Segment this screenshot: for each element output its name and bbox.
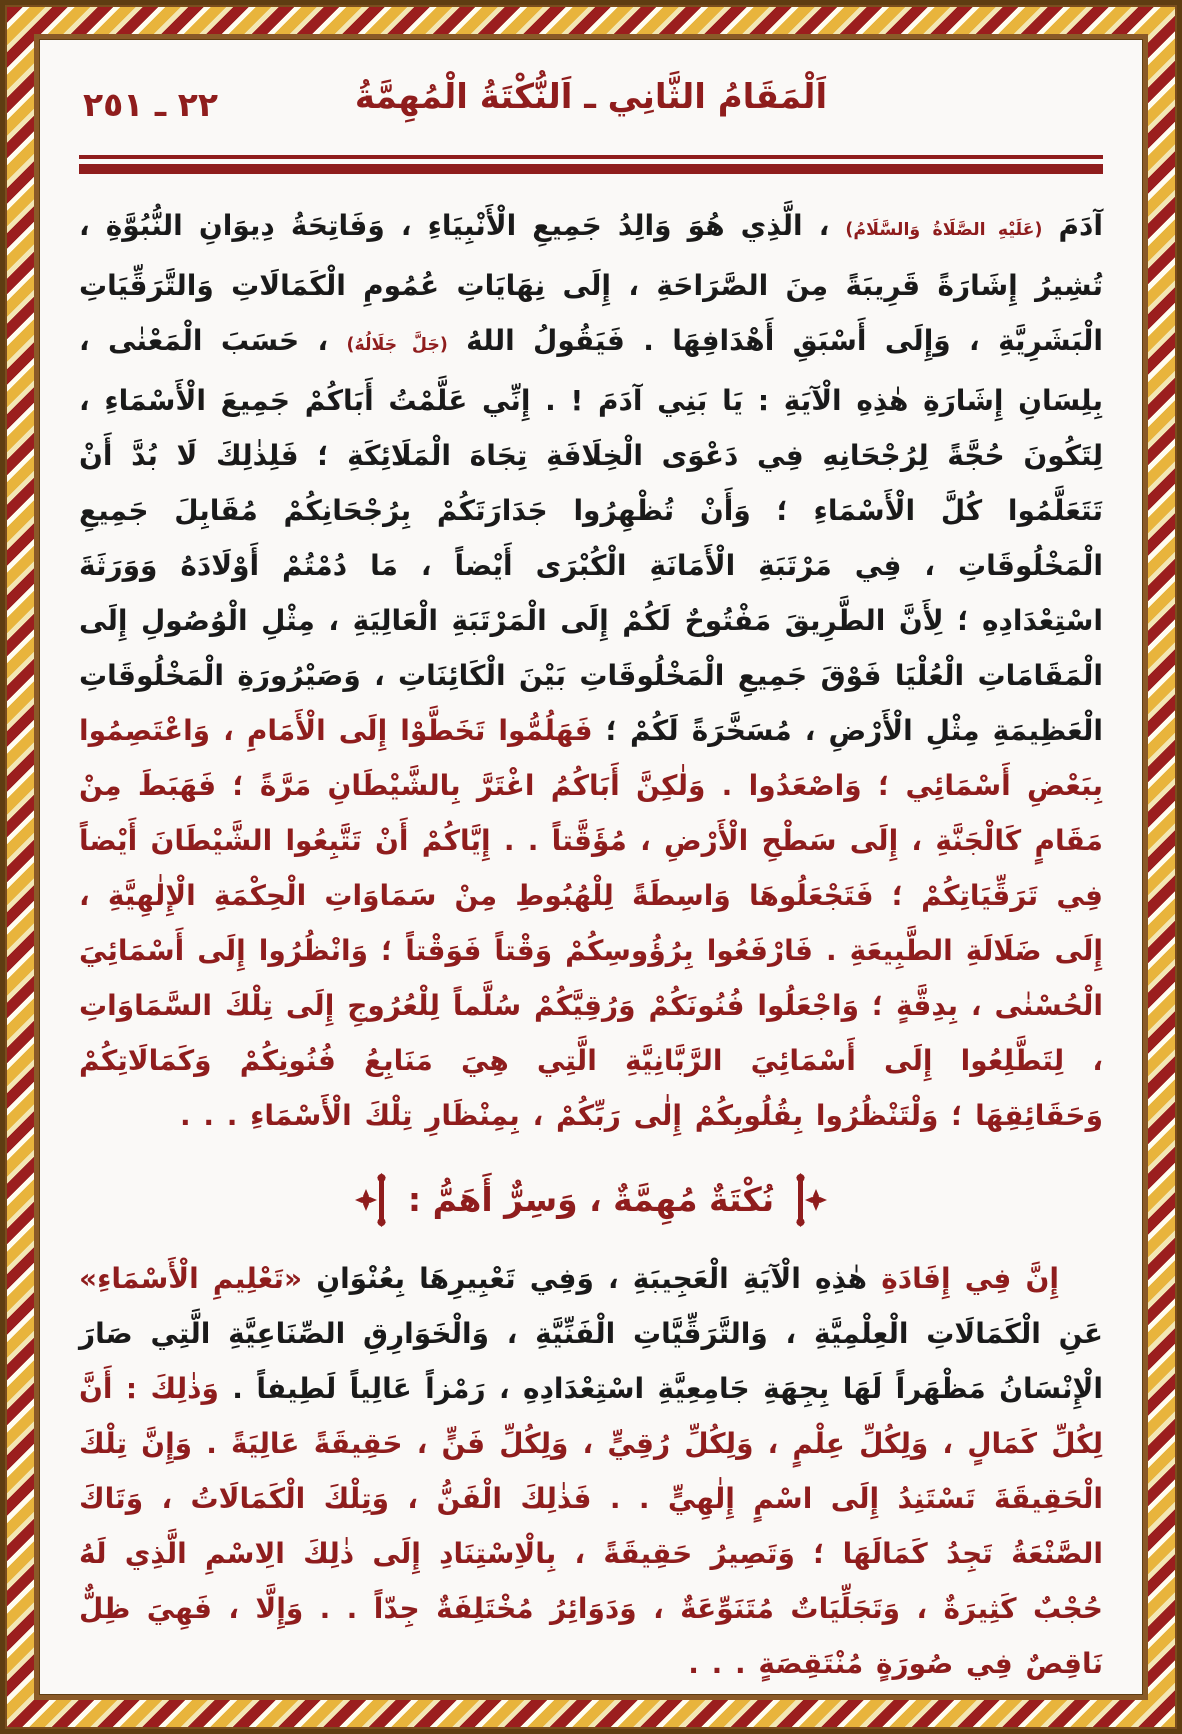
paragraph-1 [79, 198, 1103, 1143]
text-segment: وَذٰلِكَ : أَنَّ لِكُلِّ كَمَالٍ ، وَلِكُلِّ عِلْمٍ ، وَلِكُلِّ رُقِيٍّ ، وَلِكُلِّ فَنٍّ ، حَقِيقَةً عَالِيَةً . وَإِنَّ تِلْكَ الْحَقِيقَةَ تَسْتَنِدُ إِلَى اسْمٍ إِلٰهِيٍّ . . فَذٰلِكَ الْفَنُّ ، وَتِلْكَ الْكَمَالَاتُ ، وَتَاكَ الصَّنْعَةُ تَجِدُ كَمَالَهَا ؛ وَتَصِيرُ حَقِيقَةً ، بِالْاِسْتِنَادِ إِلَى ذٰلِكَ الِاسْمِ الَّذِي لَهُ حُجْبٌ كَثِيرَةٌ ، وَتَجَلِّيَاتٌ مُتَنَوِّعَةٌ ، وَدَوَائِرُ مُخْتَلِفَةٌ جِدّاً . . وَإِلَّا ، فَهِيَ ظِلٌّ نَاقِصٌ فِي صُورَةٍ مُنْتَقِصَةٍ . . . [79, 1372, 1103, 1680]
text-segment: إِنَّ فِي إِفَادَةِ [867, 1262, 1060, 1295]
header-divider-thick-line [79, 164, 1103, 174]
text-segment: ، حَسَبَ الْمَعْنٰى ، بِلِسَانِ إِشَارَةِ هٰذِهِ الْآيَةِ : يَا بَنِي آدَمَ ! . إِنِّي عَلَّمْتُ أَبَاكُمْ جَمِيعَ الْأَسْمَاءِ ، لِتَكُونَ حُجَّةً لِرُجْحَانِهِ فِي دَعْوَى الْخِلَافَةِ تِجَاهَ الْمَلَائِكَةِ ؛ فَلِذٰلِكَ لَا بُدَّ أَنْ تَتَعَلَّمُوا كُلَّ الْأَسْمَاءِ ؛ وَأَنْ تُظْهِرُوا جَدَارَتَكُمْ بِرُجْحَانِكُمْ مُقَابِلَ جَمِيعِ الْمَخْلُوقَاتِ ، فِي مَرْتَبَةِ الْأَمَانَةِ الْكُبْرَى أَيْضاً ، مَا دُمْتُمْ أَوْلَادَهُ وَوَرَثَةَ اسْتِعْدَادِهِ ؛ لِأَنَّ الطَّرِيقَ مَفْتُوحٌ لَكُمْ إِلَى الْمَرْتَبَةِ الْعَالِيَةِ ، مِثْلِ الْوُصُولِ إِلَى الْمَقَامَاتِ الْعُلْيَا فَوْقَ جَمِيعِ الْمَخْلُوقَاتِ بَيْنَ الْكَائِنَاتِ ، وَصَيْرُورَةِ الْمَخْلُوقَاتِ الْعَظِيمَةِ مِثْلِ الْأَرْضِ ، مُسَخَّرَةً لَكُمْ ؛ [79, 324, 1103, 747]
chain-pattern-border [5, 5, 1177, 1729]
text-segment: ، الَّذِي هُوَ وَالِدُ جَمِيعِ الْأَنْبِيَاءِ ، وَفَاتِحَةُ دِيوَانِ النُّبُوَّةِ ، تُشِيرُ إِشَارَةً قَرِيبَةً مِنَ الصَّرَاحَةِ ، إِلَى نِهَايَاتِ عُمُومِ الْكَمَالَاتِ وَالتَّرَقِّيَاتِ الْبَشَرِيَّةِ ، وَإِلَى أَسْبَقِ أَهْدَافِهَا . فَيَقُولُ اللهُ [79, 209, 1104, 357]
section-heading-text: نُكْتَةٌ مُهِمَّةٌ ، وَسِرٌّ أَهَمُّ : [407, 1179, 775, 1219]
text-segment: «تَعْلِيمِ الْأَسْمَاءِ» [79, 1262, 303, 1295]
text-segment: آدَمَ [1042, 209, 1103, 242]
paragraph-2 [79, 1251, 1103, 1691]
header-divider [79, 155, 1103, 174]
text-segment: فَهَلُمُّوا تَخَطَّوْا إِلَى الْأَمَامِ ، وَاعْتَصِمُوا بِبَعْضِ أَسْمَائِي ؛ وَاصْعَدُوا . وَلٰكِنَّ أَبَاكُمُ اغْتَرَّ بِالشَّيْطَانِ مَرَّةً ؛ فَهَبَطَ مِنْ مَقَامٍ كَالْجَنَّةِ ، إِلَى سَطْحِ الْأَرْضِ ، مُؤَقَّتاً . . إِيَّاكُمْ أَنْ تَتَّبِعُوا الشَّيْطَانَ أَيْضاً فِي تَرَقِّيَاتِكُمْ ؛ فَتَجْعَلُوهَا وَاسِطَةً لِلْهُبُوطِ مِنْ سَمَاوَاتِ الْحِكْمَةِ الْإِلٰهِيَّةِ ، إِلَى ضَلَالَةِ الطَّبِيعَةِ . فَارْفَعُوا بِرُؤُوسِكُمْ وَقْتاً فَوَقْتاً ؛ وَانْظُرُوا إِلَى أَسْمَائِيَ الْحُسْنٰى ، بِدِقَّةٍ ؛ وَاجْعَلُوا فُنُونَكُمْ وَرُقِيَّكُمْ سُلَّماً لِلْعُرُوجِ إِلَى تِلْكَ السَّمَاوَاتِ ، لِتَطَّلِعُوا إِلَى أَسْمَائِيَ الرَّبَّانِيَّةِ الَّتِي هِيَ مَنَابِعُ فُنُونِكُمْ وَكَمَالَاتِكُمْ وَحَقَائِقِهَا ؛ وَلْتَنْظُرُوا بِقُلُوبِكُمْ إِلٰى رَبِّكُمْ ، بِمِنْظَارِ تِلْكَ الْأَسْمَاءِ . . . [79, 714, 1103, 1132]
section-heading [79, 1173, 1103, 1227]
page-header [79, 73, 1103, 147]
text-segment: هٰذِهِ الْآيَةِ الْعَجِيبَةِ ، وَفِي تَعْبِيرِهَا بِعُنْوَانِ [302, 1262, 868, 1295]
page [34, 34, 1148, 1700]
page-title: اَلْمَقَامُ الثَّانِي ـ اَلنُّكْتَةُ الْمُهِمَّةُ [354, 77, 828, 117]
honorific-calligraphy: (عَلَيْهِ الصَّلَاةُ وَالسَّلَامُ) [845, 220, 1043, 240]
page-number: ٢٢ ـ ٢٥١ [83, 85, 218, 124]
heading-ornament-left-icon [354, 1173, 394, 1227]
honorific-calligraphy: (جَلَّ جَلَالُهُ) [346, 335, 448, 355]
heading-ornament-right-icon [788, 1173, 828, 1227]
text-segment: عَنِ الْكَمَالَاتِ الْعِلْمِيَّةِ ، وَالتَّرَقِّيَّاتِ الْفَنِّيَّةِ ، وَالْخَوَارِقِ الصِّنَاعِيَّةِ الَّتِي صَارَ الْإِنْسَانُ مَظْهَراً لَهَا بِجِهَةِ جَامِعِيَّةِ اسْتِعْدَادِهِ ، رَمْزاً عَالِياً لَطِيفاً . [79, 1317, 1103, 1405]
